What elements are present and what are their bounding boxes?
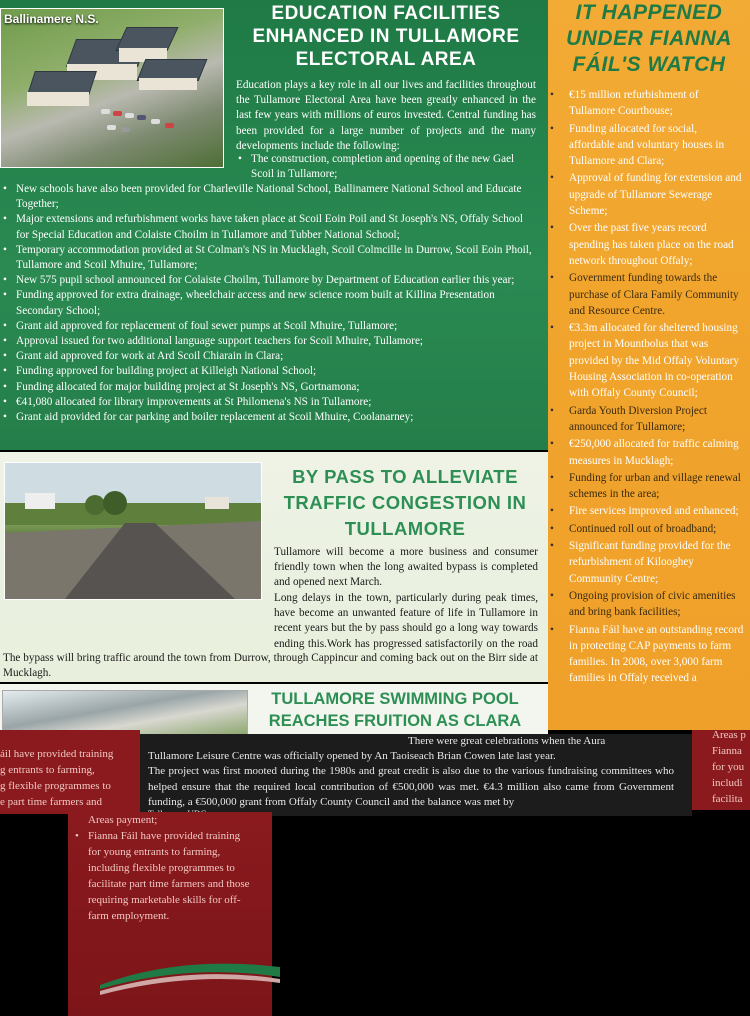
bypass-paragraph-3: The bypass will bring traffic around the town from Durrow, through Cappincur and coming back out on the Birr side at Mucklagh. [3,652,538,680]
school-photo [0,8,224,168]
list-item: • Temporary accommodation provided at St Colman's NS in Mucklagh, Scoil Colmcille in Durrow, Scoil Eoin Phoil, Tullamore and Scoil Mhuire, Tullamore; [3,243,538,273]
list-item: • Funding approved for building project at Killeigh National School; [3,364,538,379]
list-item: • €3.3m allocated for sheltered housing project in Mountbolus that was provided by the Mid Offaly Voluntary Housing Association in co-operation with Offaly County Council; [550,320,744,401]
leisure-line-1: There were great celebrations when the Aura [408,735,606,747]
list-item: • New schools have also been provided for Charleville National School, Ballinamere National School and Educate Together; [3,182,538,212]
list-item: • Grant aid approved for work at Ard Scoil Chiarain in Clara; [3,349,538,364]
list-item: • Funding allocated for major building project at St Joseph's NS, Gortnamona; [3,380,538,395]
list-item: • €15 million refurbishment of Tullamore Courthouse; [550,87,744,120]
list-item: • Over the past five years record spending has taken place on the road network throughout Offaly; [550,220,744,269]
list-item: • The construction, completion and opening of the new Gael Scoil in Tullamore; [238,152,534,182]
list-item: • Fianna Fáil have an outstanding record in protecting CAP payments to farm families. In 2008, over 3,000 farm families in Offaly received a [550,622,744,687]
road-construction-illustration [5,463,261,599]
education-title: EDUCATION FACILITIES ENHANCED IN TULLAMORE ELECTORAL AREA [252,3,520,70]
list-item: • Significant funding provided for the refurbishment of Kilooghey Community Centre; [550,538,744,587]
list-item: • Major extensions and refurbishment works have taken place at Scoil Eoin Poil and St Joseph's NS, Offaly School for Special Education and Colaiste Choilm in Tullamore and Tubber National School; [3,212,538,242]
list-item: • New 575 pupil school announced for Colaiste Choilm, Tullamore by Department of Education earlier this year; [3,273,538,288]
pool-title: TULLAMORE SWIMMING POOL REACHES FRUITION AS CLARA [268,690,522,730]
list-item: • Funding approved for extra drainage, wheelchair access and new science room built at Killina Presentation Secondary School; [3,288,538,318]
list-item: • Government funding towards the purchase of Clara Family Community and Resource Centre. [550,270,744,319]
list-item: • Fianna Fáil have provided training for young entrants to farming, including flexible programmes to facilitate part time farmers and those requiring marketable skills for off-farm employment. [75,828,255,924]
list-item: • Approval issued for two additional language support teachers for Scoil Mhuire, Tullamore; [3,334,538,349]
education-list [3,182,538,425]
list-item: • Garda Youth Diversion Project announced for Tullamore; [550,403,744,436]
list-item: • Funding for urban and village renewal schemes in the area; [550,470,744,503]
red-right-text: Areas p Fianna for you includi facilita [712,729,746,805]
red-areas-line: Areas payment; [88,814,158,826]
list-item: • €250,000 allocated for traffic calming measures in Mucklagh; [550,436,744,469]
bypass-photo [4,462,262,600]
list-item: • Grant aid provided for car parking and boiler replacement at Scoil Mhuire, Coolanarney; [3,410,538,425]
decorative-swoosh [100,955,280,995]
list-item: • Approval of funding for extension and upgrade of Tullamore Sewerage Scheme; [550,170,744,219]
leisure-line-2: Tullamore Leisure Centre was officially opened by An Taoiseach Brian Cowen late last year. [148,750,556,762]
education-intro: Education plays a key role in all our lives and facilities throughout the Tullamore Electoral Area have been greatly enhanced in the last few years with millions of euros invested. Central funding has been provided for a large number of projects and the many developments include the following: [236,79,536,152]
list-item: • Fire services improved and enhanced; [550,503,744,519]
list-item: • Grant aid approved for replacement of foul sewer pumps at Scoil Mhuire, Tullamore; [3,319,538,334]
bypass-paragraph-1: Tullamore will become a more business and consumer friendly town when the long awaited bypass is completed and opened next March. [274,546,538,589]
photo-caption: Ballinamere N.S. [4,12,99,26]
list-item: • Ongoing provision of civic amenities and bring bank facilities; [550,588,744,621]
sidebar-list [550,87,744,687]
list-item: • Funding allocated for social, affordable and voluntary houses in Tullamore and Clara; [550,121,744,170]
sidebar-title: IT HAPPENED UNDER FIANNA FÁIL'S WATCH [566,1,732,76]
list-item: • €41,080 allocated for library improvements at St Philomena's NS in Tullamore; [3,395,538,410]
sidebar-list-container [550,87,744,687]
red-list [75,828,255,924]
education-first-item [238,152,534,182]
bypass-paragraph-2-continued: recent years but the by pass should go a long way towards ending this.Work has progressed satisfactorily on the road [274,622,538,650]
list-item: • Continued roll out of broadband; [550,521,744,537]
leisure-line-3: The project was first mooted during the 1980s and great credit is also due to the various fundraising committees who helped ensure that the required local contribution of €500,000 was met. €4.3 million also came from Government funding, a €500,000 grant from Offaly County Council and the balance was met by [148,765,674,808]
bypass-title: BY PASS TO ALLEVIATE TRAFFIC CONGESTION IN TULLAMORE [283,466,527,539]
bypass-paragraph-2-start: Long delays in the town, particularly during peak times, have become an unwanted feature of life in Tullamore in [274,592,538,620]
red-left-text: áil have provided training g entrants to farming, g flexible programmes to e part time farmers and [0,748,114,808]
